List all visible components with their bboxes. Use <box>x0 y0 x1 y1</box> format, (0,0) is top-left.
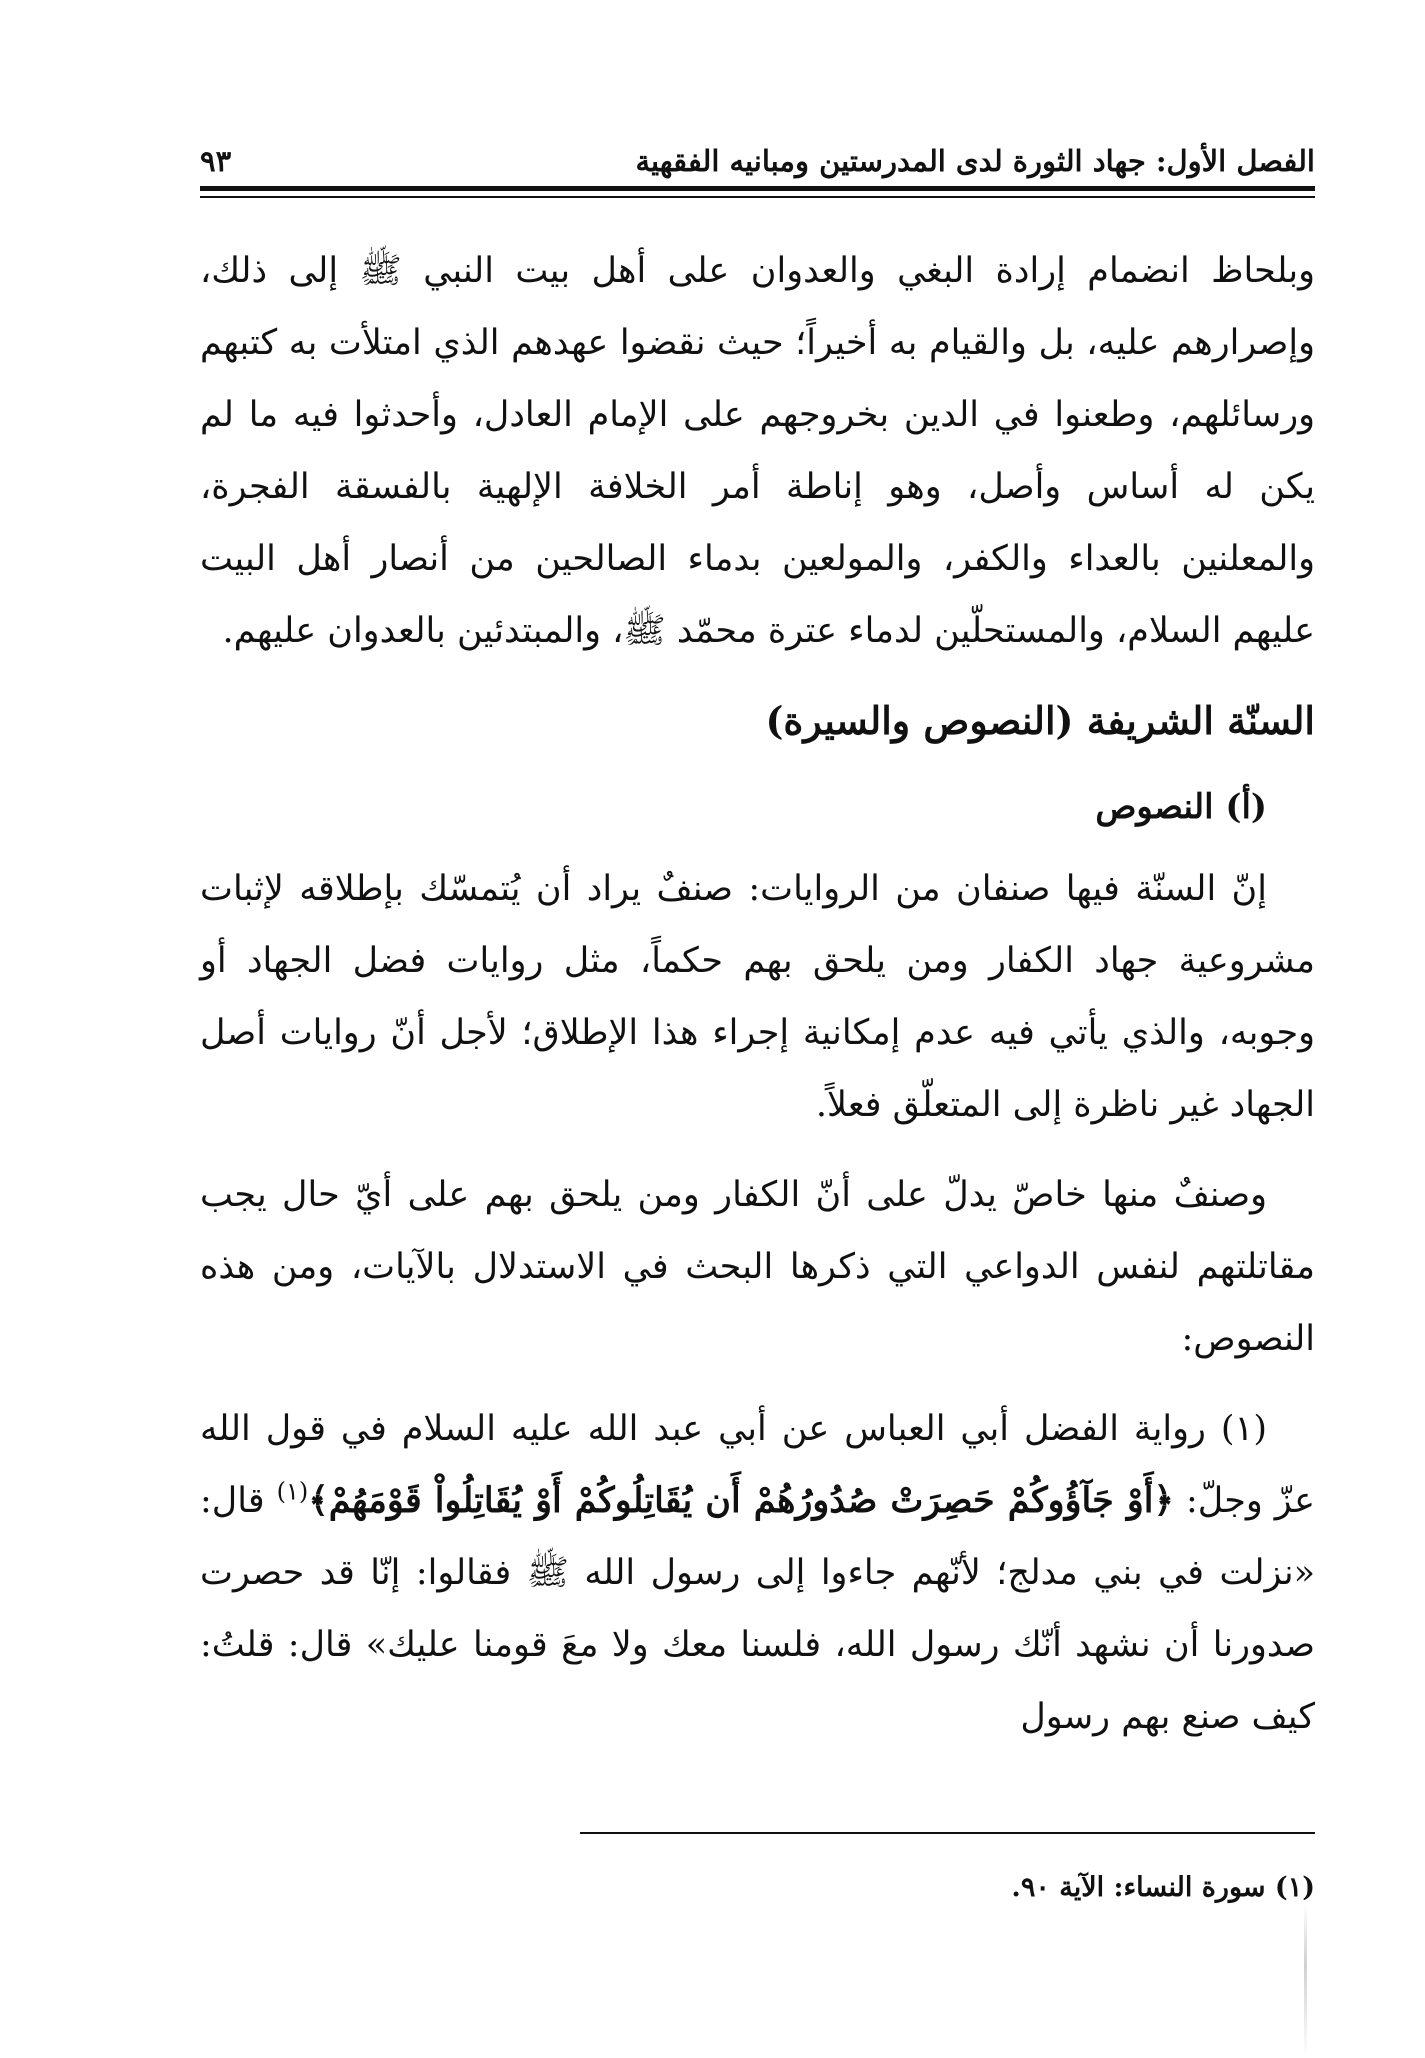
paragraph-3-intro: (١) رواية الفضل أبي العباس عن أبي عبد الله عليه السلام في قول الله عزّ وجلّ: <box>200 1409 1315 1521</box>
paragraph-1: إنّ السنّة فيها صنفان من الروايات: صنفٌ يراد أن يُتمسّك بإطلاقه لإثبات مشروعية جهاد الكفار ومن يلحق بهم حكماً، مثل روايات فضل الجهاد أو وجوبه، والذي يأتي فيه عدم إمكانية إجراء هذا الإطلاق؛ لأجل أنّ روايات أصل الجهاد غير ناظرة إلى المتعلّق فعلاً. <box>200 869 1315 1125</box>
paragraph-2: وصنفٌ منها خاصّ يدلّ على أنّ الكفار ومن يلحق بهم على أيّ حال يجب مقاتلتهم لنفس الدواعي التي ذكرها البحث في الاستدلال بالآيات، ومن هذه النصوص: <box>200 1175 1315 1359</box>
header-rule-thick <box>200 186 1315 191</box>
header-rule-thin <box>200 196 1315 198</box>
footnote: (١) سورة النساء: الآية ٩٠. <box>1011 1872 1315 1903</box>
paragraph-3 <box>200 1393 1315 1753</box>
section-heading: السنّة الشريفة (النصوص والسيرة) <box>765 698 1315 743</box>
chapter-title: الفصل الأول: جهاد الثورة لدى المدرستين ومبانيه الفقهية <box>635 144 1315 178</box>
running-header <box>200 118 1315 178</box>
footnote-rule <box>580 1832 1315 1834</box>
subsection-heading: (أ) النصوص <box>1095 787 1267 827</box>
intro-paragraph: وبلحاظ انضمام إرادة البغي والعدوان على أهل بيت النبي ﷺ إلى ذلك، وإصرارهم عليه، بل والقيام به أخيراً؛ حيث نقضوا عهدهم الذي امتلأت به كتبهم ورسائلهم، وطعنوا في الدين بخروجهم على الإمام العادل، وأحدثوا فيه ما لم يكن له أساس وأصل، وهو إناطة أمر الخلافة الإلهية بالفسقة الفجرة، والمعلنين بالعداء والكفر، والمولعين بدماء الصالحين من أنصار أهل البيت عليهم السلام، والمستحلّين لدماء عترة محمّد ﷺ، والمبتدئين بالعدوان عليهم. <box>200 251 1315 651</box>
page-body <box>200 235 1315 1753</box>
quran-verse: ﴿أَوْ جَآؤُوكُمْ حَصِرَتْ صُدُورُهُمْ أَن يُقَاتِلُوكُمْ أَوْ يُقَاتِلُواْ قَوْمَهُمْ﴾ <box>308 1480 1174 1521</box>
page-number: ٩٣ <box>200 144 232 178</box>
footnote-marker: (١) <box>276 1477 309 1506</box>
paragraph-3-rest: قال: «نزلت في بني مدلج؛ لأنّهم جاءوا إلى رسول الله ﷺ فقالوا: إنّا قد حصرت صدورنا أن نشهد أنّك رسول الله، فلسنا معك ولا معَ قومنا عليك» قال: قلتُ: كيف صنع بهم رسول <box>200 1481 1315 1737</box>
scan-edge-mark <box>1304 1903 1307 2058</box>
